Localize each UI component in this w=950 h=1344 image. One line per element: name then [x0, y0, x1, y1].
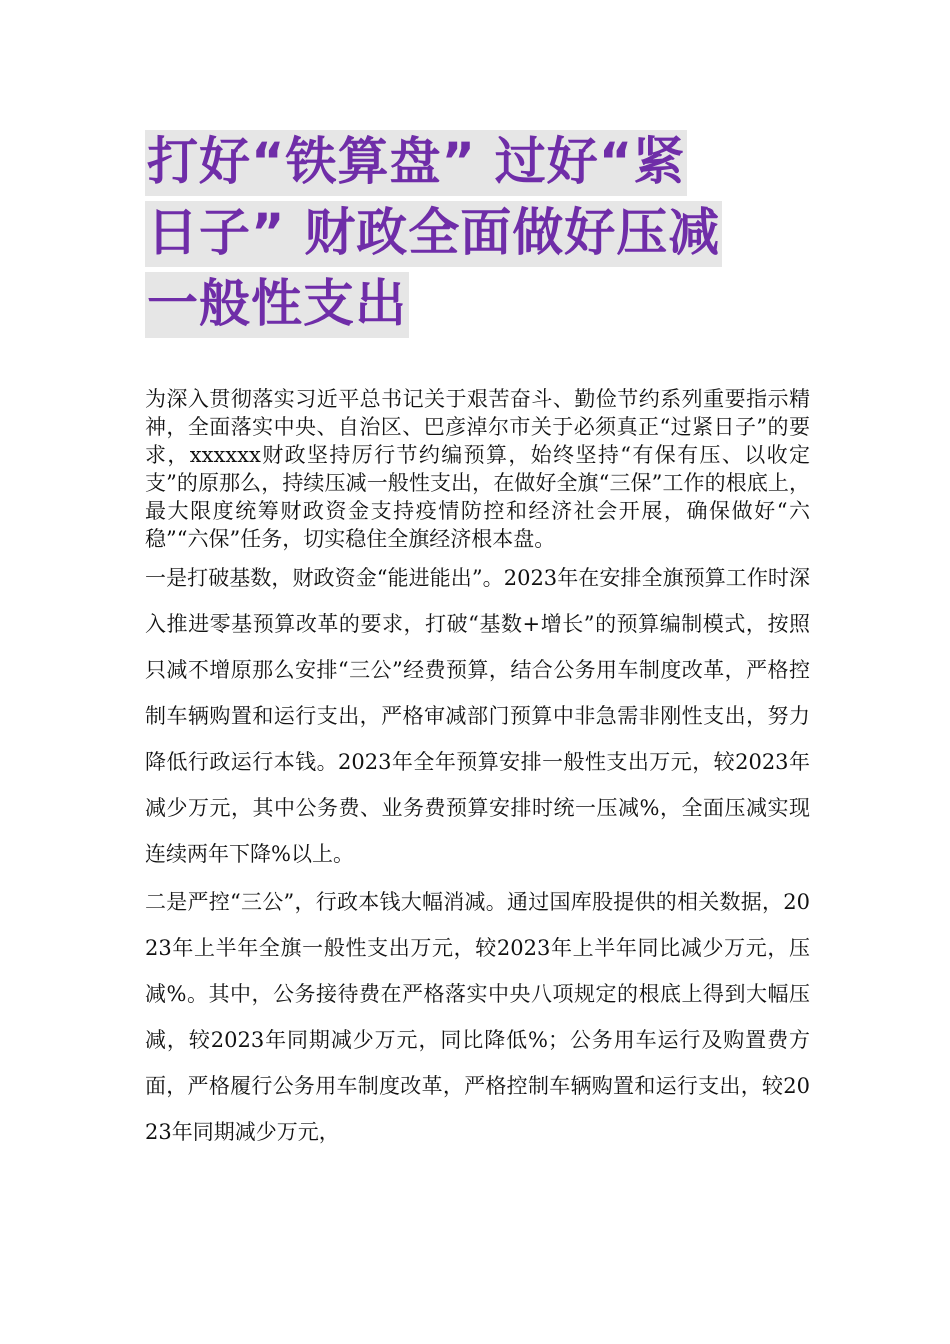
document-body	[145, 385, 810, 1155]
title-line-2: 日子” 财政全面做好压减	[145, 201, 722, 267]
paragraph-point-1: 一是打破基数，财政资金“能进能出”。2023年在安排全旗预算工作时深入推进零基预算改革的要求，打破“基数+增长”的预算编制模式，按照只减不增原那么安排“三公”经费预算，结合公务用车制度改革，严格控制车辆购置和运行支出，严格审减部门预算中非急需非刚性支出，努力降低行政运行本钱。2023年全年预算安排一般性支出万元，较2023年减少万元，其中公务费、业务费预算安排时统一压减%，全面压减实现连续两年下降%以上。	[145, 566, 810, 866]
title-line-1: 打好“铁算盘” 过好“紧	[145, 130, 687, 196]
document-page	[145, 130, 810, 1155]
paragraph-point-2: 二是严控“三公”，行政本钱大幅消减。通过国库股提供的相关数据，2023年上半年全旗一般性支出万元，较2023年上半年同比减少万元，压减%。其中，公务接待费在严格落实中央八项规定的根底上得到大幅压减，较2023年同期减少万元，同比降低%；公务用车运行及购置费方面，严格履行公务用车制度改革，严格控制车辆购置和运行支出，较2023年同期减少万元，	[145, 890, 810, 1144]
document-title	[145, 130, 810, 343]
paragraph-intro: 为深入贯彻落实习近平总书记关于艰苦奋斗、勤俭节约系列重要指示精神，全面落实中央、自治区、巴彦淖尔市关于必须真正“过紧日子”的要求，xxxxxx财政坚持厉行节约编预算，始终坚持“有保有压、以收定支”的原那么，持续压减一般性支出，在做好全旗“三保”工作的根底上，最大限度统筹财政资金支持疫情防控和经济社会开展，确保做好“六稳”“六保”任务，切实稳住全旗经济根本盘。	[145, 387, 810, 551]
title-line-3: 一般性支出	[145, 272, 409, 338]
